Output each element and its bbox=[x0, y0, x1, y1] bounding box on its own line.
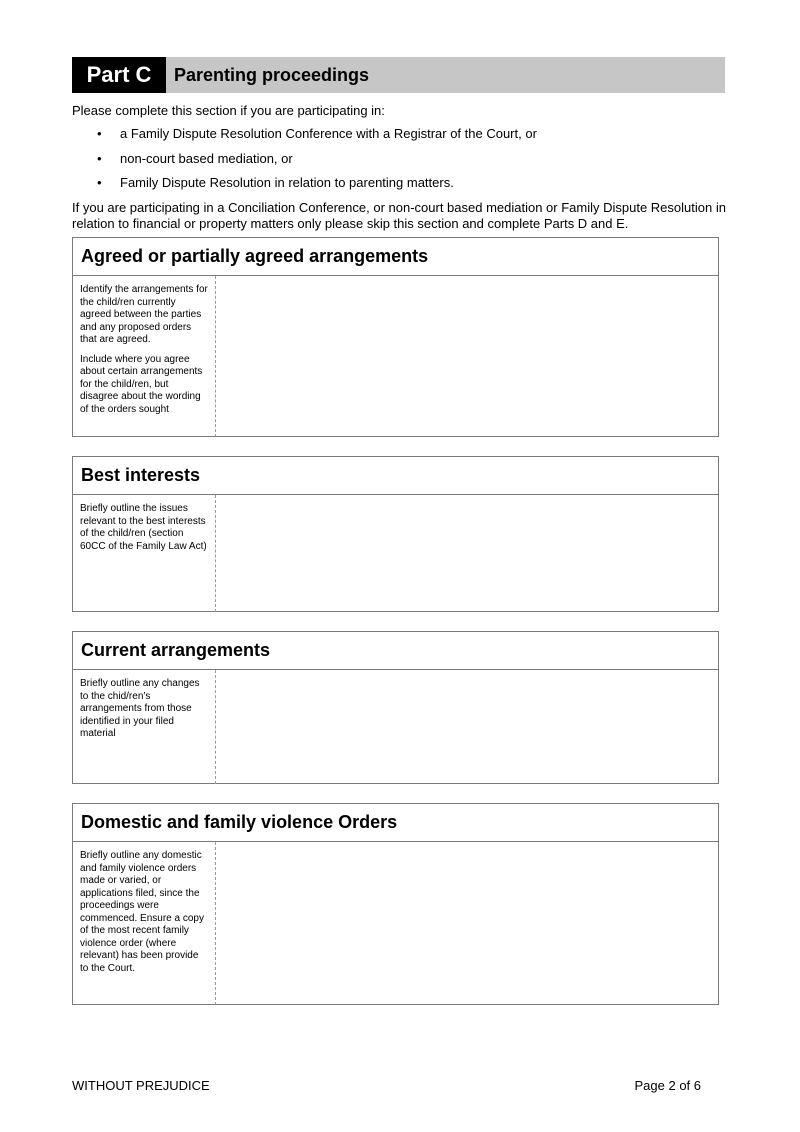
description-paragraph: Identify the arrangements for the child/ren currently agreed between the parties and any proposed orders that are agreed. bbox=[80, 284, 208, 345]
section-body bbox=[73, 495, 718, 612]
part-header bbox=[72, 57, 725, 93]
section-title: Domestic and family violence Orders bbox=[73, 804, 718, 842]
section-title: Agreed or partially agreed arrangements bbox=[73, 238, 718, 276]
section-best-interests bbox=[72, 456, 719, 612]
violence-orders-field[interactable] bbox=[216, 842, 718, 1005]
section-agreed-arrangements bbox=[72, 237, 719, 437]
section-description bbox=[73, 495, 216, 612]
section-description bbox=[73, 670, 216, 784]
section-title: Best interests bbox=[73, 457, 718, 495]
list-item bbox=[72, 126, 537, 151]
section-body bbox=[73, 276, 718, 437]
list-item-text: non-court based mediation, or bbox=[120, 150, 293, 166]
bullet-icon: • bbox=[97, 126, 102, 141]
section-title: Current arrangements bbox=[73, 632, 718, 670]
description-paragraph: Briefly outline the issues relevant to the best interests of the child/ren (section 60CC of the Family Law Act) bbox=[80, 503, 207, 552]
description-paragraph: Briefly outline any domestic and family violence orders made or varied, or applications filed, since the proceedings were commenced. Ensure a copy of the most recent family violence order (where relevant) has been provide to the Court. bbox=[80, 850, 204, 974]
list-item bbox=[72, 151, 537, 176]
bullet-icon: • bbox=[97, 175, 102, 190]
list-item bbox=[72, 175, 537, 200]
list-item-text: Family Dispute Resolution in relation to parenting matters. bbox=[120, 175, 454, 190]
intro-text: Please complete this section if you are participating in: bbox=[72, 103, 385, 118]
section-description bbox=[73, 276, 216, 437]
part-title: Parenting proceedings bbox=[174, 64, 370, 85]
description-paragraph: Briefly outline any changes to the chid/ren’s arrangements from those identified in your filed material bbox=[80, 678, 200, 739]
section-current-arrangements bbox=[72, 631, 719, 784]
section-body bbox=[73, 670, 718, 784]
section-description bbox=[73, 842, 216, 1005]
best-interests-field[interactable] bbox=[216, 495, 718, 612]
section-violence-orders bbox=[72, 803, 719, 1005]
description-paragraph: Include where you agree about certain arrangements for the child/ren, but disagree about the wording of the orders sought bbox=[80, 353, 203, 415]
section-body bbox=[73, 842, 718, 1005]
bullet-list bbox=[72, 126, 537, 200]
agreed-arrangements-field[interactable] bbox=[216, 276, 718, 437]
skip-note: If you are participating in a Conciliation Conference, or non-court based mediation or Family Dispute Resolution in relation to financial or property matters only please skip this section and complete Parts D and E. bbox=[72, 200, 726, 231]
list-item-text: a Family Dispute Resolution Conference with a Registrar of the Court, or bbox=[120, 126, 537, 141]
page-number: Page 2 of 6 bbox=[634, 1078, 701, 1093]
bullet-icon: • bbox=[97, 150, 102, 166]
current-arrangements-field[interactable] bbox=[216, 670, 718, 784]
part-label: Part C bbox=[72, 57, 166, 93]
footer-label: WITHOUT PREJUDICE bbox=[72, 1078, 210, 1093]
